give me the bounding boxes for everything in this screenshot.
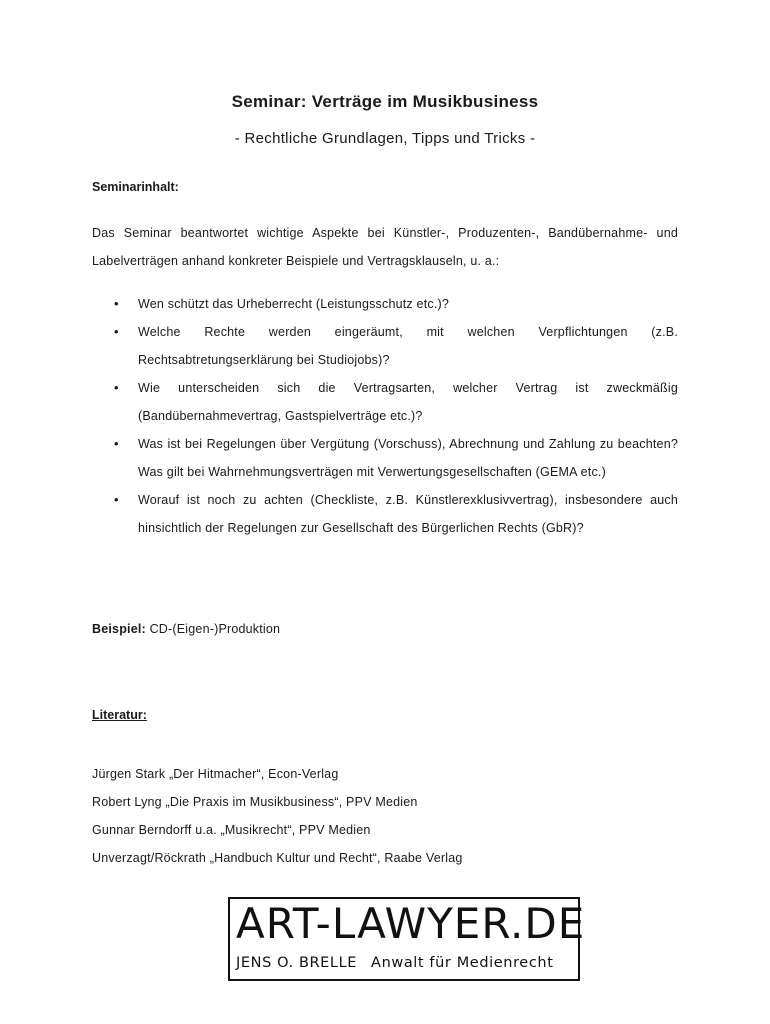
list-item: Jürgen Stark „Der Hitmacher“, Econ-Verlag bbox=[92, 767, 339, 781]
page-subtitle: - Rechtliche Grundlagen, Tipps und Tricks - bbox=[234, 130, 536, 147]
list-item: • Wie unterscheiden sich die Vertragsarten, welcher Vertrag ist zweckmäßig (Bandübernahmevertrag, Gastspielverträge etc.)? bbox=[92, 374, 678, 430]
logo-title: ART-LAWYER.DE bbox=[236, 899, 586, 948]
list-item: Robert Lyng „Die Praxis im Musikbusiness“, PPV Medien bbox=[92, 795, 418, 809]
page-title: Seminar: Verträge im Musikbusiness bbox=[231, 92, 539, 111]
list-item: Gunnar Berndorff u.a. „Musikrecht“, PPV Medien bbox=[92, 823, 371, 837]
bullet-icon: • bbox=[114, 380, 119, 395]
example-line bbox=[92, 622, 280, 636]
list-item: • Wen schützt das Urheberrecht (Leistungsschutz etc.)? bbox=[92, 290, 678, 318]
logo-subline bbox=[236, 953, 572, 973]
list-item: Unverzagt/Röckrath „Handbuch Kultur und Recht“, Raabe Verlag bbox=[92, 851, 463, 865]
bullet-icon: • bbox=[114, 296, 119, 311]
list-item: • Worauf ist noch zu achten (Checkliste, z.B. Künstlerexklusivvertrag), insbesondere auch hinsichtlich der Regelungen zur Gesellschaft des Bürgerlichen Rechts (GbR)? bbox=[92, 486, 678, 542]
logo-name: JENS O. BRELLE bbox=[236, 955, 358, 971]
literature-list bbox=[92, 760, 463, 872]
art-lawyer-logo bbox=[228, 897, 586, 981]
bullet-icon: • bbox=[114, 436, 119, 451]
example-text: CD-(Eigen-)Produktion bbox=[145, 622, 281, 636]
example-label: Beispiel: bbox=[92, 622, 146, 636]
logo-tagline: Anwalt für Medienrecht bbox=[371, 955, 554, 971]
intro-paragraph: Das Seminar beantwortet wichtige Aspekte bei Künstler-, Produzenten-, Bandübernahme- und Labelverträgen anhand konkreter Beispiele und Vertragsklauseln, u. a.: bbox=[92, 226, 678, 268]
topic-list bbox=[92, 290, 678, 542]
bullet-icon: • bbox=[114, 324, 119, 339]
bullet-icon: • bbox=[114, 492, 119, 507]
content-heading: Seminarinhalt: bbox=[92, 180, 179, 194]
literature-heading: Literatur: bbox=[92, 708, 147, 722]
list-item: • Was ist bei Regelungen über Vergütung (Vorschuss), Abrechnung und Zahlung zu beachten? Was gilt bei Wahrnehmungsverträgen mit Verwertungsgesellschaften (GEMA etc.) bbox=[92, 430, 678, 486]
list-item: • Welche Rechte werden eingeräumt, mit welchen Verpflichtungen (z.B. Rechtsabtretungserklärung bei Studiojobs)? bbox=[92, 318, 678, 374]
